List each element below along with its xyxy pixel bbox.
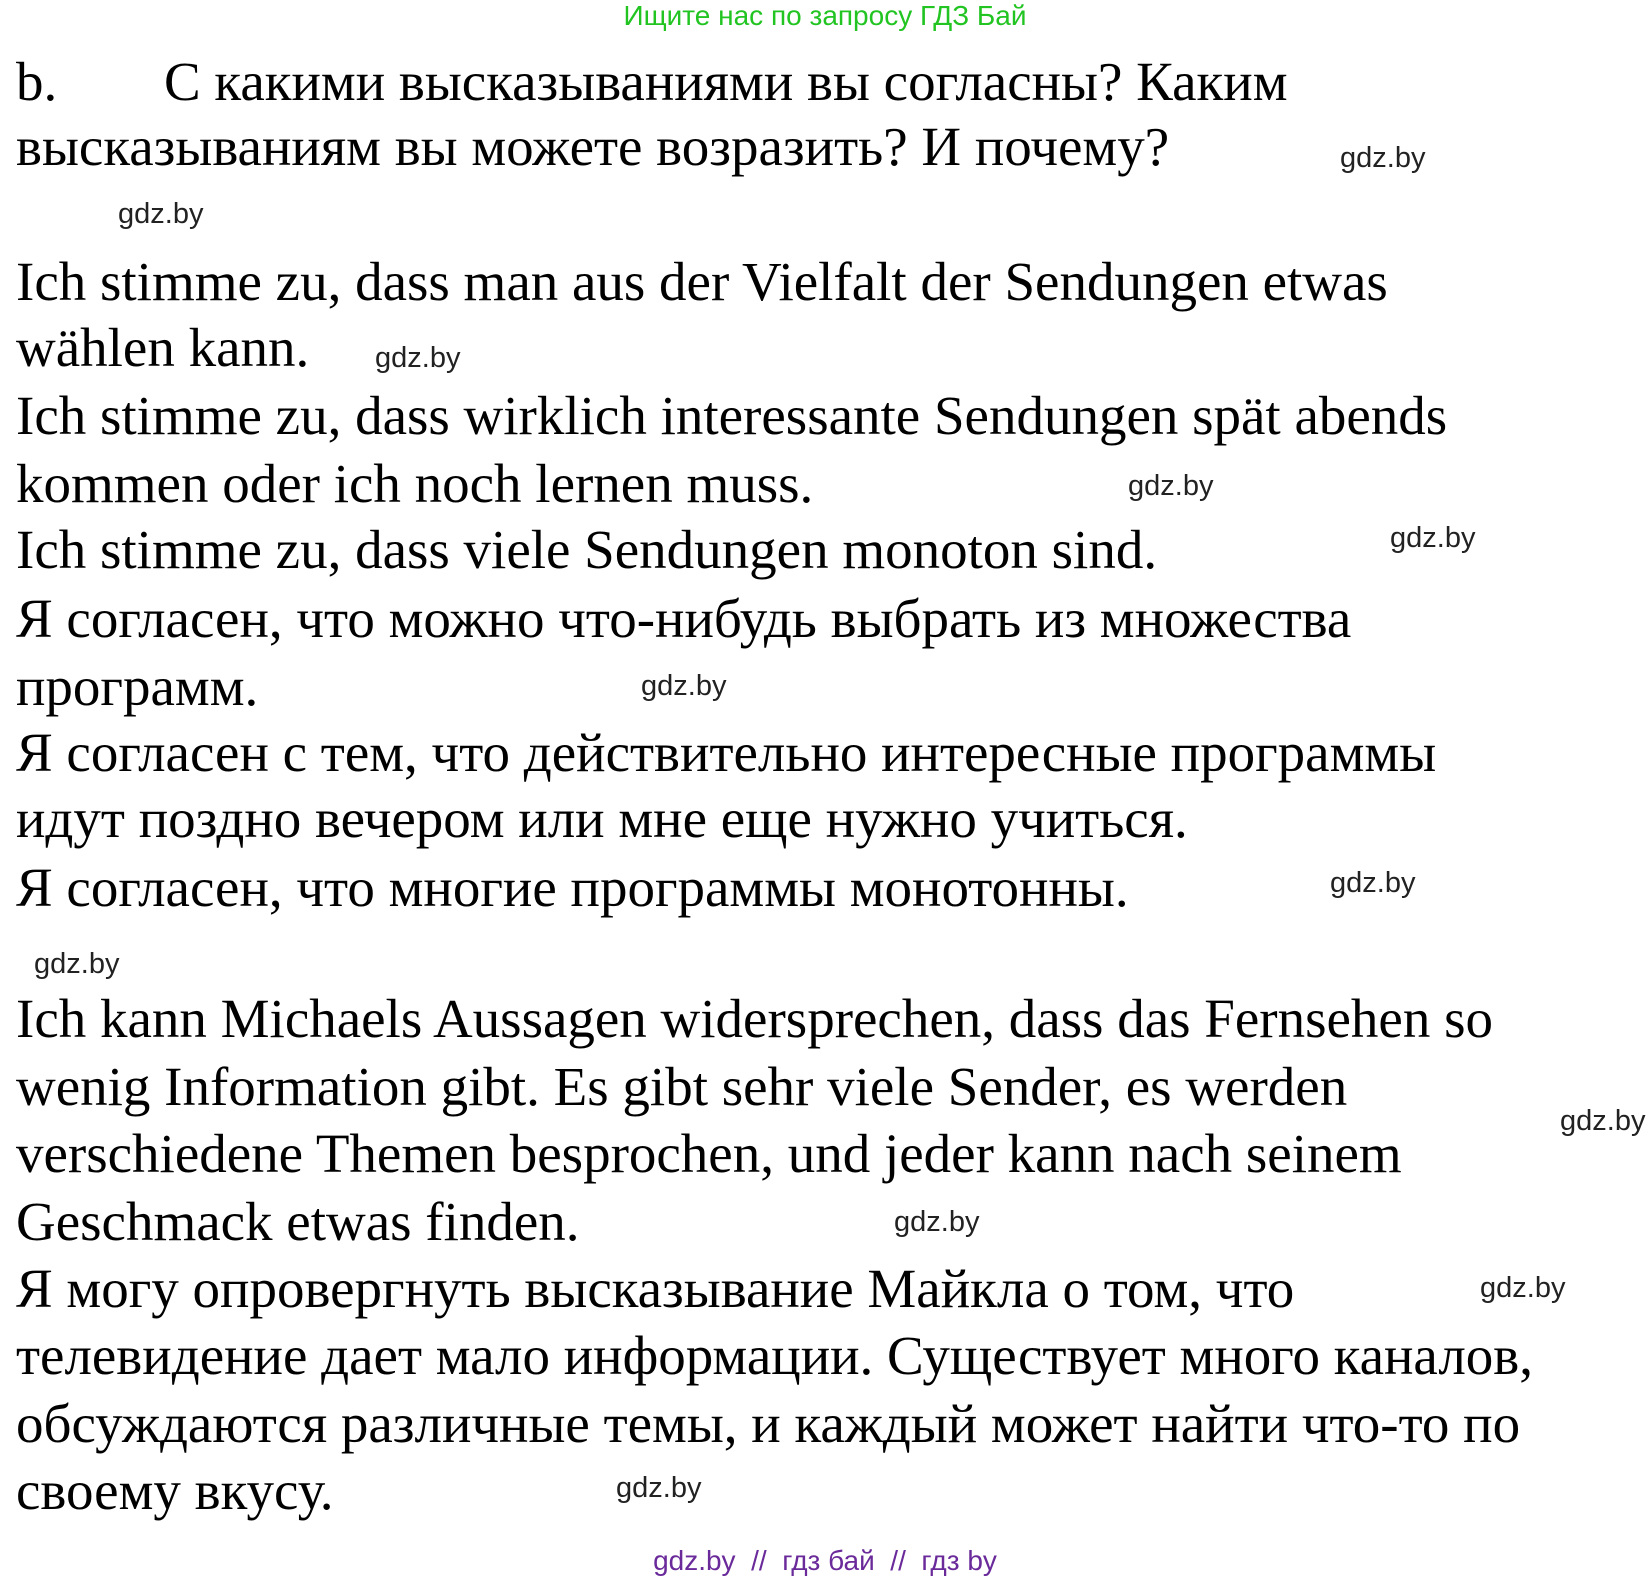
watermark: gdz.by xyxy=(118,198,204,230)
answer-line: kommen oder ich noch lernen muss. xyxy=(16,453,814,514)
answer-line: своему вкусу. xyxy=(16,1460,334,1521)
watermark: gdz.by xyxy=(616,1472,702,1504)
answer-line: идут поздно вечером или мне еще нужно учиться. xyxy=(16,788,1188,849)
answer-line: Ich stimme zu, dass wirklich interessante Sendungen spät abends xyxy=(16,385,1448,446)
task-label: b. xyxy=(16,51,58,112)
answer-line: Ich stimme zu, dass viele Sendungen monoton sind. xyxy=(16,519,1158,580)
watermark: gdz.by xyxy=(1480,1272,1566,1304)
watermark: gdz.by xyxy=(34,948,120,980)
watermark: gdz.by xyxy=(641,670,727,702)
answer-line: обсуждаются различные темы, и каждый может найти что-то по xyxy=(16,1393,1521,1454)
footer-links: gdz.by // гдз бай // гдз by xyxy=(653,1545,997,1576)
answer-line: программ. xyxy=(16,656,259,717)
watermark: gdz.by xyxy=(1340,142,1426,174)
answer-line: Ich kann Michaels Aussagen widersprechen, dass das Fernsehen so xyxy=(16,988,1493,1049)
answer-line: Я согласен, что можно что-нибудь выбрать из множества xyxy=(16,588,1352,649)
watermark: gdz.by xyxy=(1330,867,1416,899)
watermark: gdz.by xyxy=(1390,522,1476,554)
answer-line: Ich stimme zu, dass man aus der Vielfalt der Sendungen etwas xyxy=(16,251,1388,312)
answer-line: Я согласен с тем, что действительно интересные программы xyxy=(16,722,1437,783)
answer-line: wenig Information gibt. Es gibt sehr viele Sender, es werden xyxy=(16,1056,1348,1117)
answer-line: Я могу опровергнуть высказывание Майкла о том, что xyxy=(16,1258,1295,1319)
watermark: gdz.by xyxy=(375,342,461,374)
answer-line: Geschmack etwas finden. xyxy=(16,1191,580,1252)
task-question-line: С какими высказываниями вы согласны? Каким xyxy=(164,51,1288,112)
answer-line: телевидение дает мало информации. Существует много каналов, xyxy=(16,1325,1533,1386)
answer-line: verschiedene Themen besprochen, und jeder kann nach seinem xyxy=(16,1123,1402,1184)
watermark: gdz.by xyxy=(1560,1105,1646,1137)
task-question-line: высказываниям вы можете возразить? И почему? xyxy=(16,116,1170,177)
watermark: gdz.by xyxy=(894,1206,980,1238)
answer-line: Я согласен, что многие программы монотонны. xyxy=(16,857,1129,918)
answer-line: wählen kann. xyxy=(16,317,310,378)
watermark: gdz.by xyxy=(1128,470,1214,502)
header-banner: Ищите нас по запросу ГДЗ Бай xyxy=(623,0,1027,31)
